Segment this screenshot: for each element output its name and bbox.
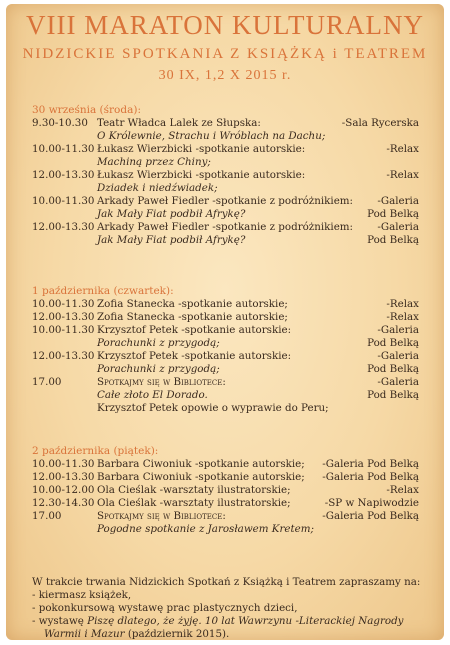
poster-subtitle: NIDZICKIE SPOTKANIA Z KSIĄŻKĄ i TEATREM	[22, 46, 428, 62]
event-place: -Galeria	[377, 221, 419, 233]
event-place: Pod Belką	[367, 208, 419, 220]
event-place: -Relax	[386, 169, 419, 181]
schedule-row	[6, 182, 444, 195]
event-place: Pod Belką	[367, 363, 419, 375]
event-place: -Galeria Pod Belką	[322, 510, 419, 522]
event-time: 10.00-11.30	[32, 324, 95, 336]
event-description: Jak Mały Fiat podbił Afrykę?	[97, 234, 246, 246]
event-time: 12.00-13.30	[32, 221, 95, 233]
event-time: 10.00-12.00	[32, 484, 95, 496]
schedule-row	[6, 234, 444, 247]
footer-item-wawrzyn-title: Piszę dlatego, że żyję. 10 lat Wawrzynu -Literackiej Nagrody	[87, 615, 404, 627]
event-description: Krzysztof Petek opowie o wyprawie do Peru;	[97, 402, 329, 414]
event-description: Machiną przez Chiny;	[97, 156, 211, 168]
schedule-row	[6, 510, 444, 523]
poster	[6, 4, 444, 640]
day-heading: 2 października (piątek):	[32, 445, 159, 457]
event-description: Pogodne spotkanie z Jarosławem Kretem;	[97, 523, 314, 535]
event-time: 12.00-13.30	[32, 350, 95, 362]
event-description: Zofia Stanecka -spotkanie autorskie;	[97, 298, 288, 310]
event-place: -Galeria Pod Belką	[322, 471, 419, 483]
event-place: -Galeria	[377, 324, 419, 336]
event-description: Ola Cieślak -warsztaty ilustratorskie;	[97, 484, 291, 496]
event-place: -Galeria Pod Belką	[322, 458, 419, 470]
event-description: Dziadek i niedźwiadek;	[97, 182, 218, 194]
schedule-row	[6, 402, 444, 415]
event-description: Łukasz Wierzbicki -spotkanie autorskie:	[97, 169, 306, 181]
event-place: -Galeria	[377, 350, 419, 362]
schedule-row	[6, 484, 444, 497]
schedule-row	[6, 208, 444, 221]
event-time: 17.00	[32, 510, 62, 522]
schedule-row	[6, 471, 444, 484]
event-description: Porachunki z przygodą;	[97, 363, 220, 375]
schedule-row	[6, 350, 444, 363]
schedule-row	[6, 363, 444, 376]
event-description: Arkady Paweł Fiedler -spotkanie z podróżnikiem:	[97, 221, 354, 233]
event-place: -Galeria	[377, 195, 419, 207]
event-place: -Sala Rycerska	[341, 117, 419, 129]
schedule-row	[6, 298, 444, 311]
schedule-row	[6, 117, 444, 130]
event-description: Spotkajmy się w Bibliotece:	[97, 510, 226, 522]
day-section-sept-30	[6, 104, 444, 247]
event-description: Całe złoto El Dorado.	[97, 389, 208, 401]
event-place: Pod Belką	[367, 337, 419, 349]
footer-item-wawrzyn-suffix: (październik 2015).	[127, 628, 230, 640]
event-time: 12.00-13.30	[32, 311, 95, 323]
schedule-row	[6, 324, 444, 337]
event-place: -Relax	[386, 143, 419, 155]
poster-title: VIII MARATON KULTURALNY	[26, 10, 424, 40]
schedule-row	[6, 156, 444, 169]
event-place: -Relax	[386, 311, 419, 323]
event-description: Ola Cieślak -warsztaty ilustratorskie;	[97, 497, 291, 509]
schedule-row	[6, 376, 444, 389]
event-time: 10.00-11.30	[32, 298, 95, 310]
event-place: -Galeria	[377, 376, 419, 388]
schedule-row	[6, 221, 444, 234]
schedule-row	[6, 311, 444, 324]
day-heading: 1 października (czwartek):	[32, 285, 174, 297]
schedule-row	[6, 523, 444, 536]
event-description: Łukasz Wierzbicki -spotkanie autorskie:	[97, 143, 306, 155]
footer-item-wawrzyn-prefix: - wystawę	[32, 615, 84, 627]
footer-info	[32, 576, 432, 640]
footer-item-wawrzyn-title2: Warmii i Mazur	[44, 628, 125, 640]
schedule-row	[6, 389, 444, 402]
event-description: Teatr Władca Lalek ze Słupska:	[97, 117, 261, 129]
schedule-row	[6, 337, 444, 350]
event-description: Spotkajmy się w Bibliotece:	[97, 376, 226, 388]
footer-item-fair: - kiermasz książek,	[32, 589, 132, 601]
day-heading: 30 września (środa):	[32, 104, 141, 116]
poster-dates: 30 IX, 1,2 X 2015 r.	[158, 68, 292, 83]
schedule-row	[6, 497, 444, 510]
event-place: Pod Belką	[367, 389, 419, 401]
event-description: Zofia Stanecka -spotkanie autorskie;	[97, 311, 288, 323]
event-description: Jak Mały Fiat podbił Afrykę?	[97, 208, 246, 220]
event-time: 10.00-11.30	[32, 143, 95, 155]
event-description: Barbara Ciwoniuk -spotkanie autorskie;	[97, 471, 305, 483]
event-time: 10.00-11.30	[32, 195, 95, 207]
event-place: -Relax	[386, 298, 419, 310]
event-time: 12.00-13.30	[32, 471, 95, 483]
event-description: Porachunki z przygodą;	[97, 337, 220, 349]
day-section-oct-1	[6, 285, 444, 415]
schedule-row	[6, 143, 444, 156]
schedule-row	[6, 195, 444, 208]
schedule-row	[6, 458, 444, 471]
footer-item-wawrzyn-cont	[32, 628, 432, 640]
event-place: -Relax	[386, 484, 419, 496]
event-time: 12.30-14.30	[32, 497, 95, 509]
event-description: Arkady Paweł Fiedler -spotkanie z podróżnikiem:	[97, 195, 354, 207]
event-place: Pod Belką	[367, 234, 419, 246]
event-description: Barbara Ciwoniuk -spotkanie autorskie;	[97, 458, 305, 470]
event-time: 17.00	[32, 376, 62, 388]
event-time: 10.00-11.30	[32, 458, 95, 470]
day-section-oct-2	[6, 445, 444, 536]
event-description: O Królewnie, Strachu i Wróblach na Dachu;	[97, 130, 326, 142]
event-description: Krzysztof Petek -spotkanie autorskie:	[97, 350, 292, 362]
schedule-row	[6, 130, 444, 143]
footer-intro: W trakcie trwania Nidzickich Spotkań z Książką i Teatrem zapraszamy na:	[32, 576, 421, 588]
event-place: -SP w Napiwodzie	[324, 497, 419, 509]
event-description: Krzysztof Petek -spotkanie autorskie:	[97, 324, 292, 336]
footer-item-wawrzyn	[32, 615, 432, 628]
event-time: 12.00-13.30	[32, 169, 95, 181]
schedule-row	[6, 169, 444, 182]
event-time: 9.30-10.30	[32, 117, 88, 129]
footer-item-exhibition: - pokonkursową wystawę prac plastycznych dzieci,	[32, 602, 298, 614]
